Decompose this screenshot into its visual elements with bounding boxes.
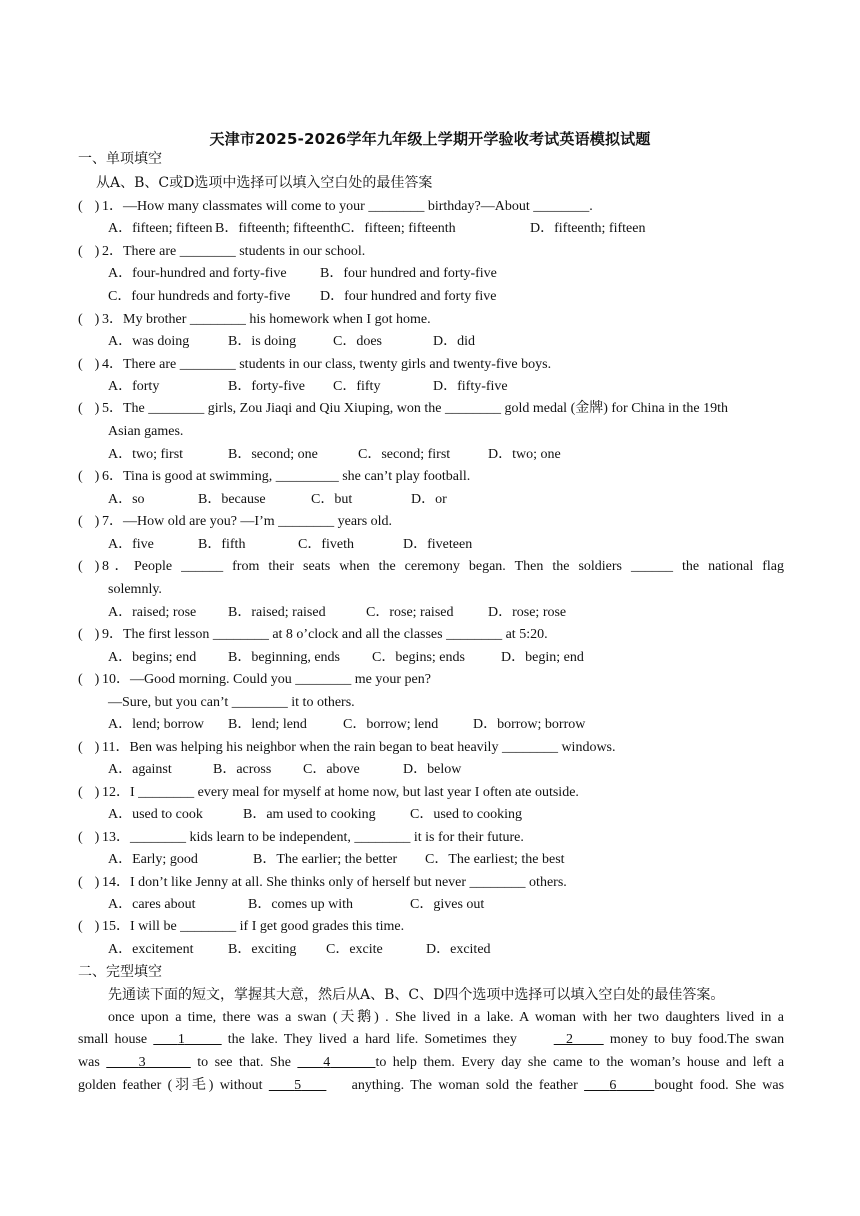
option-b[interactable]: B．lend; lend xyxy=(228,717,307,732)
question-text xyxy=(102,829,524,847)
bracket-open: ( xyxy=(78,357,83,372)
question-text xyxy=(102,918,404,936)
option-a[interactable]: A．two; first xyxy=(108,447,184,462)
answer-bracket[interactable] xyxy=(78,874,99,892)
question-stem: —How many classmates will come to your ________ birthday?—About ________. xyxy=(123,199,593,214)
option-c[interactable]: C．gives out xyxy=(410,897,485,912)
question-text xyxy=(102,356,551,374)
question-stem-continued: solemnly. xyxy=(108,582,162,597)
question-number: 8 xyxy=(102,559,109,574)
question-text xyxy=(102,311,431,329)
option-d[interactable]: D．excited xyxy=(426,942,491,957)
question-stem: —Good morning. Could you ________ me your pen? xyxy=(130,672,431,687)
option-c[interactable]: C．The earliest; the best xyxy=(425,852,565,867)
question-stem: —How old are you? —I’m ________ years old. xyxy=(123,514,393,529)
question-number: 11 xyxy=(102,740,116,755)
question-stem: The ________ girls, Zou Jiaqi and Qiu Xiuping, won the ________ gold medal (金牌) for China in the 19th xyxy=(123,401,729,416)
passage-text: small house xyxy=(78,1032,148,1047)
option-c[interactable]: C．above xyxy=(303,762,360,777)
bracket-open: ( xyxy=(78,740,83,755)
question-number: 6 xyxy=(102,469,109,484)
option-d[interactable]: D．fifty-five xyxy=(433,379,508,394)
question-text xyxy=(102,513,392,531)
option-a[interactable]: A．Early; good xyxy=(108,852,198,867)
option-c[interactable]: C．four hundreds and forty-five xyxy=(108,289,291,304)
bracket-close: ) xyxy=(94,357,100,372)
option-d[interactable]: D．fiveteen xyxy=(403,537,473,552)
question-number: 12 xyxy=(102,785,116,800)
question-number-dot: ． xyxy=(116,672,130,687)
question-number-dot: ． xyxy=(109,199,123,214)
question-text xyxy=(102,874,567,892)
passage-line-3 xyxy=(78,1054,784,1072)
option-c[interactable]: C．used to cooking xyxy=(410,807,522,822)
option-a[interactable]: A．cares about xyxy=(108,897,196,912)
option-b[interactable]: B．second; one xyxy=(228,447,318,462)
question-stem-continued: —Sure, but you can’t ________ it to others. xyxy=(108,695,355,710)
bracket-close: ) xyxy=(94,785,100,800)
option-b[interactable]: B．forty-five xyxy=(228,379,305,394)
passage-text: was xyxy=(78,1055,100,1070)
option-c[interactable]: C．but xyxy=(311,492,353,507)
answer-bracket[interactable] xyxy=(78,513,99,531)
passage-text: golden feather (羽毛) without xyxy=(78,1078,263,1093)
bracket-close: ) xyxy=(94,559,100,574)
section-heading-2: 二、完型填空 xyxy=(78,964,162,980)
question-number-dot: ． xyxy=(116,875,130,890)
bracket-open: ( xyxy=(78,830,83,845)
bracket-open: ( xyxy=(78,559,83,574)
option-a[interactable]: A．used to cook xyxy=(108,807,203,822)
option-d[interactable]: D．or xyxy=(411,492,447,507)
bracket-open: ( xyxy=(78,514,83,529)
option-c[interactable]: C．fifty xyxy=(333,379,381,394)
section-heading-1: 一、单项填空 xyxy=(78,151,162,167)
answer-bracket[interactable] xyxy=(78,311,99,329)
option-c[interactable]: C．borrow; lend xyxy=(343,717,439,732)
option-a[interactable]: A．fifteen; fifteen xyxy=(108,221,213,236)
answer-bracket[interactable] xyxy=(78,468,99,486)
passage-line-4 xyxy=(78,1077,784,1095)
bracket-open: ( xyxy=(78,919,83,934)
question-text xyxy=(102,558,784,576)
option-b[interactable]: B．am used to cooking xyxy=(243,807,376,822)
option-c[interactable]: C．excite xyxy=(326,942,383,957)
bracket-open: ( xyxy=(78,199,83,214)
question-number-dot: ． xyxy=(109,312,123,327)
blank-3[interactable]: 3 xyxy=(138,1055,146,1070)
option-a[interactable]: A．excitement xyxy=(108,942,194,957)
passage-line-1 xyxy=(108,1009,784,1027)
question-stem: ________ kids learn to be independent, ________ it is for their future. xyxy=(130,830,524,845)
passage-text: once upon a time, there was a swan (天鹅) . She lived in a lake. A woman with her two daughters lived in a xyxy=(108,1010,784,1025)
option-b[interactable]: B．beginning, ends xyxy=(228,650,340,665)
question-stem: I ________ every meal for myself at home now, but last year I often ate outside. xyxy=(130,785,579,800)
passage-line-2 xyxy=(78,1031,784,1049)
answer-bracket[interactable] xyxy=(78,626,99,644)
answer-bracket[interactable] xyxy=(78,558,99,576)
question-text xyxy=(102,468,470,486)
question-stem: My brother ________ his homework when I got home. xyxy=(123,312,431,327)
question-number: 7 xyxy=(102,514,109,529)
bracket-close: ) xyxy=(94,469,100,484)
question-number: 15 xyxy=(102,919,116,934)
bracket-close: ) xyxy=(94,672,100,687)
page-title: 天津市2025-2026学年九年级上学期开学验收考试英语模拟试题 xyxy=(209,130,651,148)
bracket-open: ( xyxy=(78,401,83,416)
question-number: 3 xyxy=(102,312,109,327)
bracket-close: ) xyxy=(94,830,100,845)
question-number: 2 xyxy=(102,244,109,259)
question-text xyxy=(102,243,365,261)
bracket-open: ( xyxy=(78,244,83,259)
option-a[interactable]: A．forty xyxy=(108,379,160,394)
question-stem: Tina is good at swimming, _________ she can’t play football. xyxy=(123,469,471,484)
bracket-close: ) xyxy=(94,401,100,416)
bracket-close: ) xyxy=(94,875,100,890)
option-d[interactable]: D．rose; rose xyxy=(488,605,567,620)
question-stem: I will be ________ if I get good grades this time. xyxy=(130,919,405,934)
option-a[interactable]: A．raised; rose xyxy=(108,605,197,620)
option-a[interactable]: A．lend; borrow xyxy=(108,717,205,732)
bracket-close: ) xyxy=(94,244,100,259)
answer-bracket[interactable] xyxy=(78,356,99,374)
bracket-close: ) xyxy=(94,199,100,214)
question-text xyxy=(102,626,548,644)
section-instruction-2: 先通读下面的短文，掌握其大意，然后从A、B、C、D四个选项中选择可以填入空白处的最佳答案。 xyxy=(108,987,725,1003)
passage-text: the lake. They lived a hard life. Sometimes they xyxy=(227,1032,517,1047)
option-a[interactable]: A．begins; end xyxy=(108,650,197,665)
option-d[interactable]: D．borrow; borrow xyxy=(473,717,586,732)
passage-text: to see that. She xyxy=(197,1055,291,1070)
option-b[interactable]: B．exciting xyxy=(228,942,297,957)
question-number-dot: ． xyxy=(109,514,123,529)
question-number-dot: ． xyxy=(109,244,123,259)
option-b[interactable]: B．comes up with xyxy=(248,897,353,912)
option-b[interactable]: B．The earlier; the better xyxy=(253,852,398,867)
answer-bracket[interactable] xyxy=(78,739,99,757)
option-d[interactable]: D．fifteenth; fifteen xyxy=(530,221,646,236)
bracket-open: ( xyxy=(78,672,83,687)
question-number-dot: ． xyxy=(109,357,123,372)
option-c[interactable]: C．does xyxy=(333,334,382,349)
option-a[interactable]: A．five xyxy=(108,537,154,552)
bracket-open: ( xyxy=(78,312,83,327)
option-a[interactable]: A．four-hundred and forty-five xyxy=(108,266,287,281)
question-number-dot: ． xyxy=(109,401,123,416)
passage-text: anything. The woman sold the feather xyxy=(351,1078,578,1093)
question-stem-continued: Asian games. xyxy=(108,424,184,439)
blank-6[interactable]: 6 xyxy=(609,1078,617,1093)
blank-5[interactable]: 5 xyxy=(294,1078,302,1093)
option-b[interactable]: B．four hundred and forty-five xyxy=(320,266,497,281)
bracket-open: ( xyxy=(78,469,83,484)
option-c[interactable]: C．rose; raised xyxy=(366,605,454,620)
option-a[interactable]: A．against xyxy=(108,762,172,777)
option-b[interactable]: B．is doing xyxy=(228,334,297,349)
answer-bracket[interactable] xyxy=(78,671,99,689)
option-b[interactable]: B．fifteenth; fifteenth xyxy=(215,221,341,236)
answer-bracket[interactable] xyxy=(78,784,99,802)
option-d[interactable]: D．two; one xyxy=(488,447,561,462)
question-stem: There are ________ students in our school. xyxy=(123,244,366,259)
option-b[interactable]: B．because xyxy=(198,492,266,507)
passage-text: money to buy food.The swan xyxy=(609,1032,785,1047)
bracket-close: ) xyxy=(94,514,100,529)
option-c[interactable]: C．second; first xyxy=(358,447,451,462)
question-number-dot: ． xyxy=(109,469,123,484)
question-text xyxy=(102,671,431,689)
question-number: 14 xyxy=(102,875,116,890)
option-b[interactable]: B．across xyxy=(213,762,272,777)
option-b[interactable]: B．fifth xyxy=(198,537,246,552)
answer-bracket[interactable] xyxy=(78,400,99,418)
blank-4[interactable]: 4 xyxy=(323,1055,331,1070)
question-number: 5 xyxy=(102,401,109,416)
question-number: 4 xyxy=(102,357,109,372)
question-number-dot: ． xyxy=(115,740,130,755)
question-number: 10 xyxy=(102,672,116,687)
option-a[interactable]: A．so xyxy=(108,492,145,507)
question-number-dot: ． xyxy=(109,627,123,642)
option-c[interactable]: C．fifteen; fifteenth xyxy=(341,221,456,236)
question-number-dot: ． xyxy=(109,559,135,574)
question-text xyxy=(102,198,593,216)
option-c[interactable]: C．begins; ends xyxy=(372,650,465,665)
answer-bracket[interactable] xyxy=(78,829,99,847)
question-number-dot: ． xyxy=(116,785,130,800)
blank-1[interactable]: 1 xyxy=(177,1032,185,1047)
blank-2[interactable]: 2 xyxy=(566,1032,573,1047)
question-stem: I don’t like Jenny at all. She thinks only of herself but never ________ others. xyxy=(130,875,567,890)
question-number-dot: ． xyxy=(116,919,130,934)
question-number: 9 xyxy=(102,627,109,642)
question-stem: There are ________ students in our class, twenty girls and twenty-five boys. xyxy=(123,357,552,372)
option-d[interactable]: D．below xyxy=(403,762,462,777)
question-text xyxy=(102,784,579,802)
bracket-open: ( xyxy=(78,785,83,800)
option-c[interactable]: C．fiveth xyxy=(298,537,354,552)
bracket-close: ) xyxy=(94,312,100,327)
bracket-close: ) xyxy=(94,627,100,642)
answer-bracket[interactable] xyxy=(78,243,99,261)
option-d[interactable]: D．begin; end xyxy=(501,650,584,665)
passage-text: bought food. She was xyxy=(654,1078,785,1093)
bracket-close: ) xyxy=(94,919,100,934)
bracket-open: ( xyxy=(78,627,83,642)
section-instruction-1: 从A、B、C或D选项中选择可以填入空白处的最佳答案 xyxy=(96,175,433,191)
question-text xyxy=(102,400,728,418)
question-text xyxy=(102,739,616,757)
answer-bracket[interactable] xyxy=(78,918,99,936)
option-a[interactable]: A．was doing xyxy=(108,334,190,349)
question-stem: Ben was helping his neighbor when the rain began to beat heavily ________ windows. xyxy=(129,740,616,755)
option-b[interactable]: B．raised; raised xyxy=(228,605,326,620)
question-number: 1 xyxy=(102,199,109,214)
question-stem: The first lesson ________ at 8 o’clock and all the classes ________ at 5:20. xyxy=(123,627,548,642)
question-stem: People ______ from their seats when the ceremony began. Then the soldiers ______ the national flag xyxy=(134,559,784,574)
question-number: 13 xyxy=(102,830,116,845)
question-number-dot: ． xyxy=(116,830,130,845)
passage-text: to help them. Every day she came to the woman’s house and left a xyxy=(375,1055,785,1070)
answer-bracket[interactable] xyxy=(78,198,99,216)
option-d[interactable]: D．four hundred and forty five xyxy=(320,289,497,304)
bracket-close: ) xyxy=(94,740,100,755)
option-d[interactable]: D．did xyxy=(433,334,475,349)
bracket-open: ( xyxy=(78,875,83,890)
